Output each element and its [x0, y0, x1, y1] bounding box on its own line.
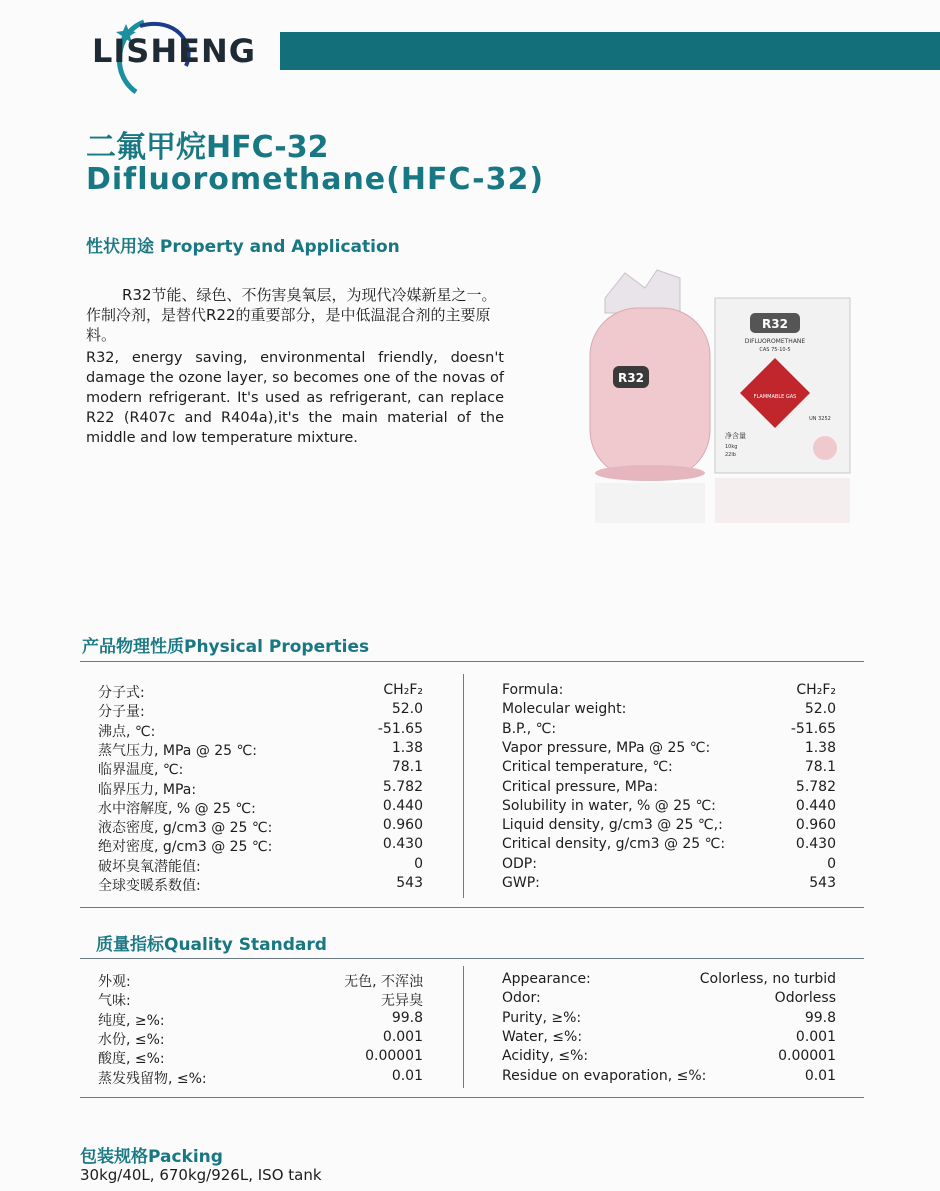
property-value: 543 — [809, 875, 836, 891]
property-row — [502, 990, 836, 1010]
divider — [80, 661, 864, 662]
property-label: Molecular weight: — [502, 701, 627, 718]
property-value: 0 — [414, 855, 423, 872]
property-value: 0.00001 — [365, 1048, 423, 1065]
box-title: DIFLUOROMETHANE — [744, 338, 806, 345]
property-label: 全球变暖系数值: — [98, 878, 201, 894]
property-value: 无色, 不浑浊 — [344, 974, 423, 990]
property-row — [98, 798, 423, 818]
property-row — [502, 1010, 836, 1030]
property-row — [502, 740, 836, 760]
header-bar — [280, 32, 940, 70]
description-cn: R32节能、绿色、不伤害臭氧层，为现代冷媒新星之一。作制冷剂，是替代R22的重要部分，是中低温混合剂的主要原料。 — [86, 286, 497, 344]
property-label: GWP: — [502, 875, 540, 891]
property-label: Vapor pressure, MPa @ 25 ℃: — [502, 739, 711, 756]
net-lb: 22lb — [725, 452, 736, 458]
property-row — [98, 1010, 423, 1030]
property-value: -51.65 — [377, 720, 423, 737]
property-row — [98, 856, 423, 876]
divider — [80, 1097, 864, 1098]
property-value: 0.00001 — [778, 1048, 836, 1065]
logo-text: LISHENG — [92, 32, 257, 70]
property-row — [98, 1048, 423, 1068]
property-value: 52.0 — [804, 701, 836, 718]
property-value: 0.440 — [795, 797, 836, 814]
section-heading-quality: 质量指标Quality Standard — [96, 935, 327, 955]
property-value: 0.01 — [391, 1067, 423, 1084]
property-label: 水中溶解度, % @ 25 ℃: — [98, 800, 256, 817]
property-row — [98, 682, 423, 702]
property-row — [502, 798, 836, 818]
property-value: 543 — [396, 875, 423, 891]
box-sub: CAS 75-10-5 — [759, 347, 791, 353]
hazard-text: FLAMMABLE GAS — [753, 394, 797, 400]
property-value: 0.430 — [795, 836, 836, 853]
property-label: Water, ≤%: — [502, 1028, 583, 1045]
property-row — [502, 721, 836, 741]
property-label: Critical density, g/cm3 @ 25 ℃: — [502, 836, 726, 853]
property-value: -51.65 — [790, 720, 836, 737]
property-label: 破坏臭氧潜能值: — [98, 858, 201, 875]
property-value: 无异臭 — [381, 993, 423, 1010]
property-row — [98, 740, 423, 760]
property-label: 沸点, ℃: — [98, 723, 156, 740]
property-row — [502, 971, 836, 991]
property-row — [98, 836, 423, 856]
property-value: 0.01 — [804, 1067, 836, 1084]
property-label: 气味: — [98, 993, 131, 1010]
un-text: UN 3252 — [809, 416, 831, 422]
property-value: 0.430 — [382, 836, 423, 853]
property-row — [502, 856, 836, 876]
property-label: 临界温度, ℃: — [98, 762, 184, 779]
property-value: 52.0 — [391, 701, 423, 718]
property-value: 1.38 — [804, 739, 836, 756]
property-value: Odorless — [774, 990, 836, 1007]
property-label: Solubility in water, % @ 25 ℃: — [502, 797, 716, 814]
property-value: 0 — [827, 855, 836, 872]
net-text: 净含量 — [725, 432, 746, 440]
divider — [80, 907, 864, 908]
column-divider — [463, 674, 464, 898]
property-label: 蒸气压力, MPa @ 25 ℃: — [98, 742, 257, 759]
net-weight: 10kg — [725, 444, 738, 450]
property-label: Liquid density, g/cm3 @ 25 ℃,: — [502, 817, 723, 834]
property-row — [502, 779, 836, 799]
property-row — [98, 1029, 423, 1049]
property-value: 78.1 — [391, 759, 423, 776]
property-value: CH₂F₂ — [383, 682, 423, 698]
property-row — [502, 682, 836, 702]
property-value: 0.001 — [795, 1028, 836, 1045]
property-value: 99.8 — [804, 1009, 836, 1026]
property-value: 5.782 — [382, 778, 423, 795]
property-label: 外观: — [98, 974, 131, 990]
property-row — [502, 875, 836, 895]
box-label: R32 — [762, 317, 788, 331]
cylinder-label: R32 — [618, 371, 644, 385]
property-label: 水份, ≤%: — [98, 1031, 165, 1048]
property-row — [502, 817, 836, 837]
property-row — [98, 990, 423, 1010]
property-label: Critical temperature, ℃: — [502, 759, 673, 776]
product-photo — [585, 268, 855, 543]
company-logo — [88, 18, 278, 110]
property-row — [98, 1068, 423, 1088]
property-row — [502, 1048, 836, 1068]
property-label: Critical pressure, MPa: — [502, 778, 658, 795]
section-heading-property: 性状用途 Property and Application — [86, 237, 400, 257]
property-row — [502, 1068, 836, 1088]
packing-text: 30kg/40L, 670kg/926L, ISO tank — [80, 1166, 322, 1184]
page-title-en: Difluoromethane(HFC-32) — [86, 162, 545, 197]
property-label: Odor: — [502, 990, 541, 1007]
property-row — [98, 817, 423, 837]
property-label: B.P., ℃: — [502, 720, 557, 737]
column-divider — [463, 966, 464, 1088]
property-label: 绝对密度, g/cm3 @ 25 ℃: — [98, 839, 273, 856]
property-label: 纯度, ≥%: — [98, 1012, 165, 1029]
section-heading-physical: 产品物理性质Physical Properties — [82, 637, 370, 657]
property-label: Acidity, ≤%: — [502, 1048, 589, 1065]
property-label: Formula: — [502, 682, 564, 698]
property-value: 99.8 — [391, 1009, 423, 1026]
divider — [80, 958, 864, 959]
property-value: 0.001 — [382, 1028, 423, 1045]
property-row — [502, 836, 836, 856]
property-value: 0.960 — [795, 817, 836, 834]
property-row — [98, 759, 423, 779]
property-label: Appearance: — [502, 971, 591, 987]
property-row — [502, 701, 836, 721]
property-value: 78.1 — [804, 759, 836, 776]
property-row — [502, 759, 836, 779]
description-en: R32, energy saving, environmental friendly, doesn't damage the ozone layer, so becomes one of the novas of modern refrigerant. It's used as refrigerant, can replace R22 (R407c and R404a),it's the main material of the middle and low temperature mixture. — [86, 350, 504, 446]
property-label: 分子式: — [98, 685, 145, 701]
property-row — [98, 971, 423, 991]
page-title-cn: 二氟甲烷HFC-32 — [86, 130, 329, 165]
property-value: 0.960 — [382, 817, 423, 834]
refrigerant-cylinder-image — [585, 268, 855, 543]
property-row — [98, 779, 423, 799]
property-label: 液态密度, g/cm3 @ 25 ℃: — [98, 820, 273, 837]
property-value: Colorless, no turbid — [699, 971, 836, 987]
property-label: 蒸发残留物, ≤%: — [98, 1070, 207, 1087]
property-label: 临界压力, MPa: — [98, 781, 197, 798]
property-row — [502, 1029, 836, 1049]
property-value: 5.782 — [795, 778, 836, 795]
property-label: ODP: — [502, 855, 537, 872]
property-row — [98, 701, 423, 721]
property-label: Residue on evaporation, ≤%: — [502, 1067, 707, 1084]
section-heading-packing: 包装规格Packing — [80, 1147, 223, 1167]
property-label: 分子量: — [98, 704, 145, 721]
property-label: Purity, ≥%: — [502, 1009, 582, 1026]
property-row — [98, 721, 423, 741]
property-label: 酸度, ≤%: — [98, 1051, 165, 1068]
property-value: 1.38 — [391, 739, 423, 756]
property-value: CH₂F₂ — [796, 682, 836, 698]
property-value: 0.440 — [382, 797, 423, 814]
property-row — [98, 875, 423, 895]
